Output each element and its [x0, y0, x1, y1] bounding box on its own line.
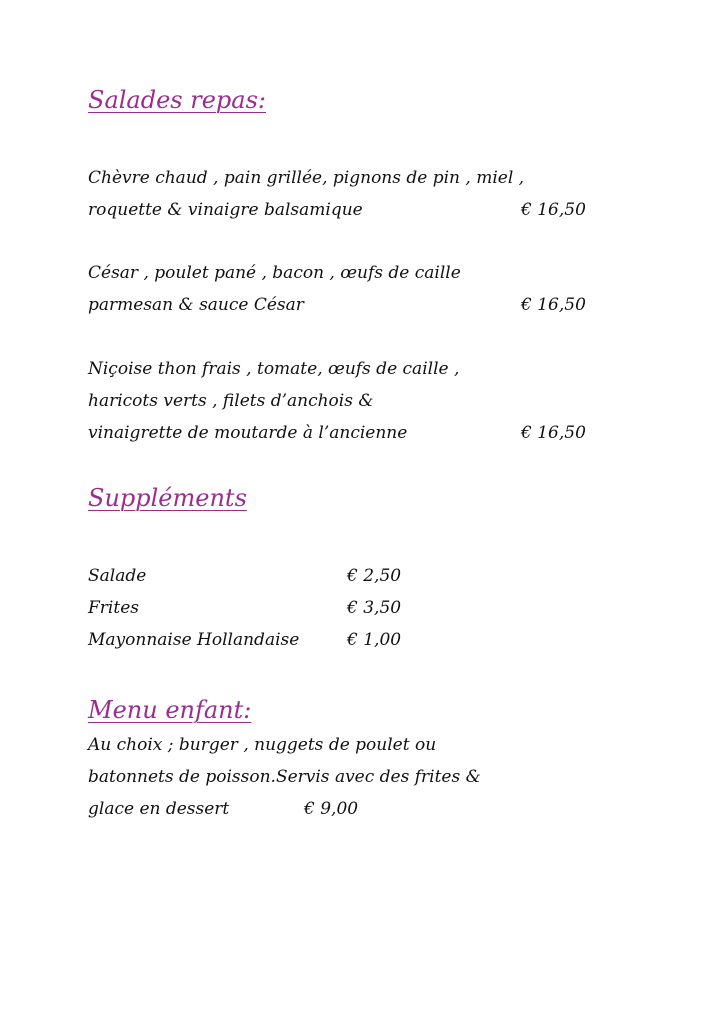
salade-cesar-price: € 16,50: [521, 295, 586, 315]
salade-nicoise-line-2: haricots verts , filets d’anchois &: [88, 391, 374, 411]
salade-nicoise-price: € 16,50: [521, 423, 586, 443]
salade-cesar-line-2: parmesan & sauce César: [88, 295, 304, 315]
salade-nicoise-line-3: vinaigrette de moutarde à l’ancienne: [88, 423, 408, 443]
supplement-frites-name: Frites: [88, 598, 139, 618]
supplement-frites-price: € 3,50: [347, 598, 402, 618]
salade-chevre-line-2: roquette & vinaigre balsamique: [88, 200, 363, 220]
supplement-mayonnaise-price: € 1,00: [347, 630, 402, 650]
menu-enfant-line-2: batonnets de poisson.Servis avec des frites &: [88, 767, 481, 787]
supplement-salade-price: € 2,50: [347, 566, 402, 586]
menu-enfant-price: € 9,00: [304, 799, 359, 819]
menu-enfant-line-3: glace en dessert: [88, 799, 230, 819]
menu-enfant-line-1: Au choix ; burger , nuggets de poulet ou: [88, 735, 437, 755]
salade-cesar-line-1: César , poulet pané , bacon , œufs de caille: [88, 263, 461, 283]
salade-nicoise-line-1: Niçoise thon frais , tomate, œufs de caille ,: [88, 359, 460, 379]
menu-enfant-heading: Menu enfant:: [88, 696, 252, 724]
salade-chevre-line-1: Chèvre chaud , pain grillée, pignons de pin , miel ,: [88, 168, 525, 188]
salades-heading: Salades repas:: [88, 86, 266, 114]
salade-chevre-price: € 16,50: [521, 200, 586, 220]
supplement-salade-name: Salade: [88, 566, 147, 586]
supplements-heading: Suppléments: [88, 484, 247, 512]
supplement-mayonnaise-name: Mayonnaise Hollandaise: [88, 630, 300, 650]
